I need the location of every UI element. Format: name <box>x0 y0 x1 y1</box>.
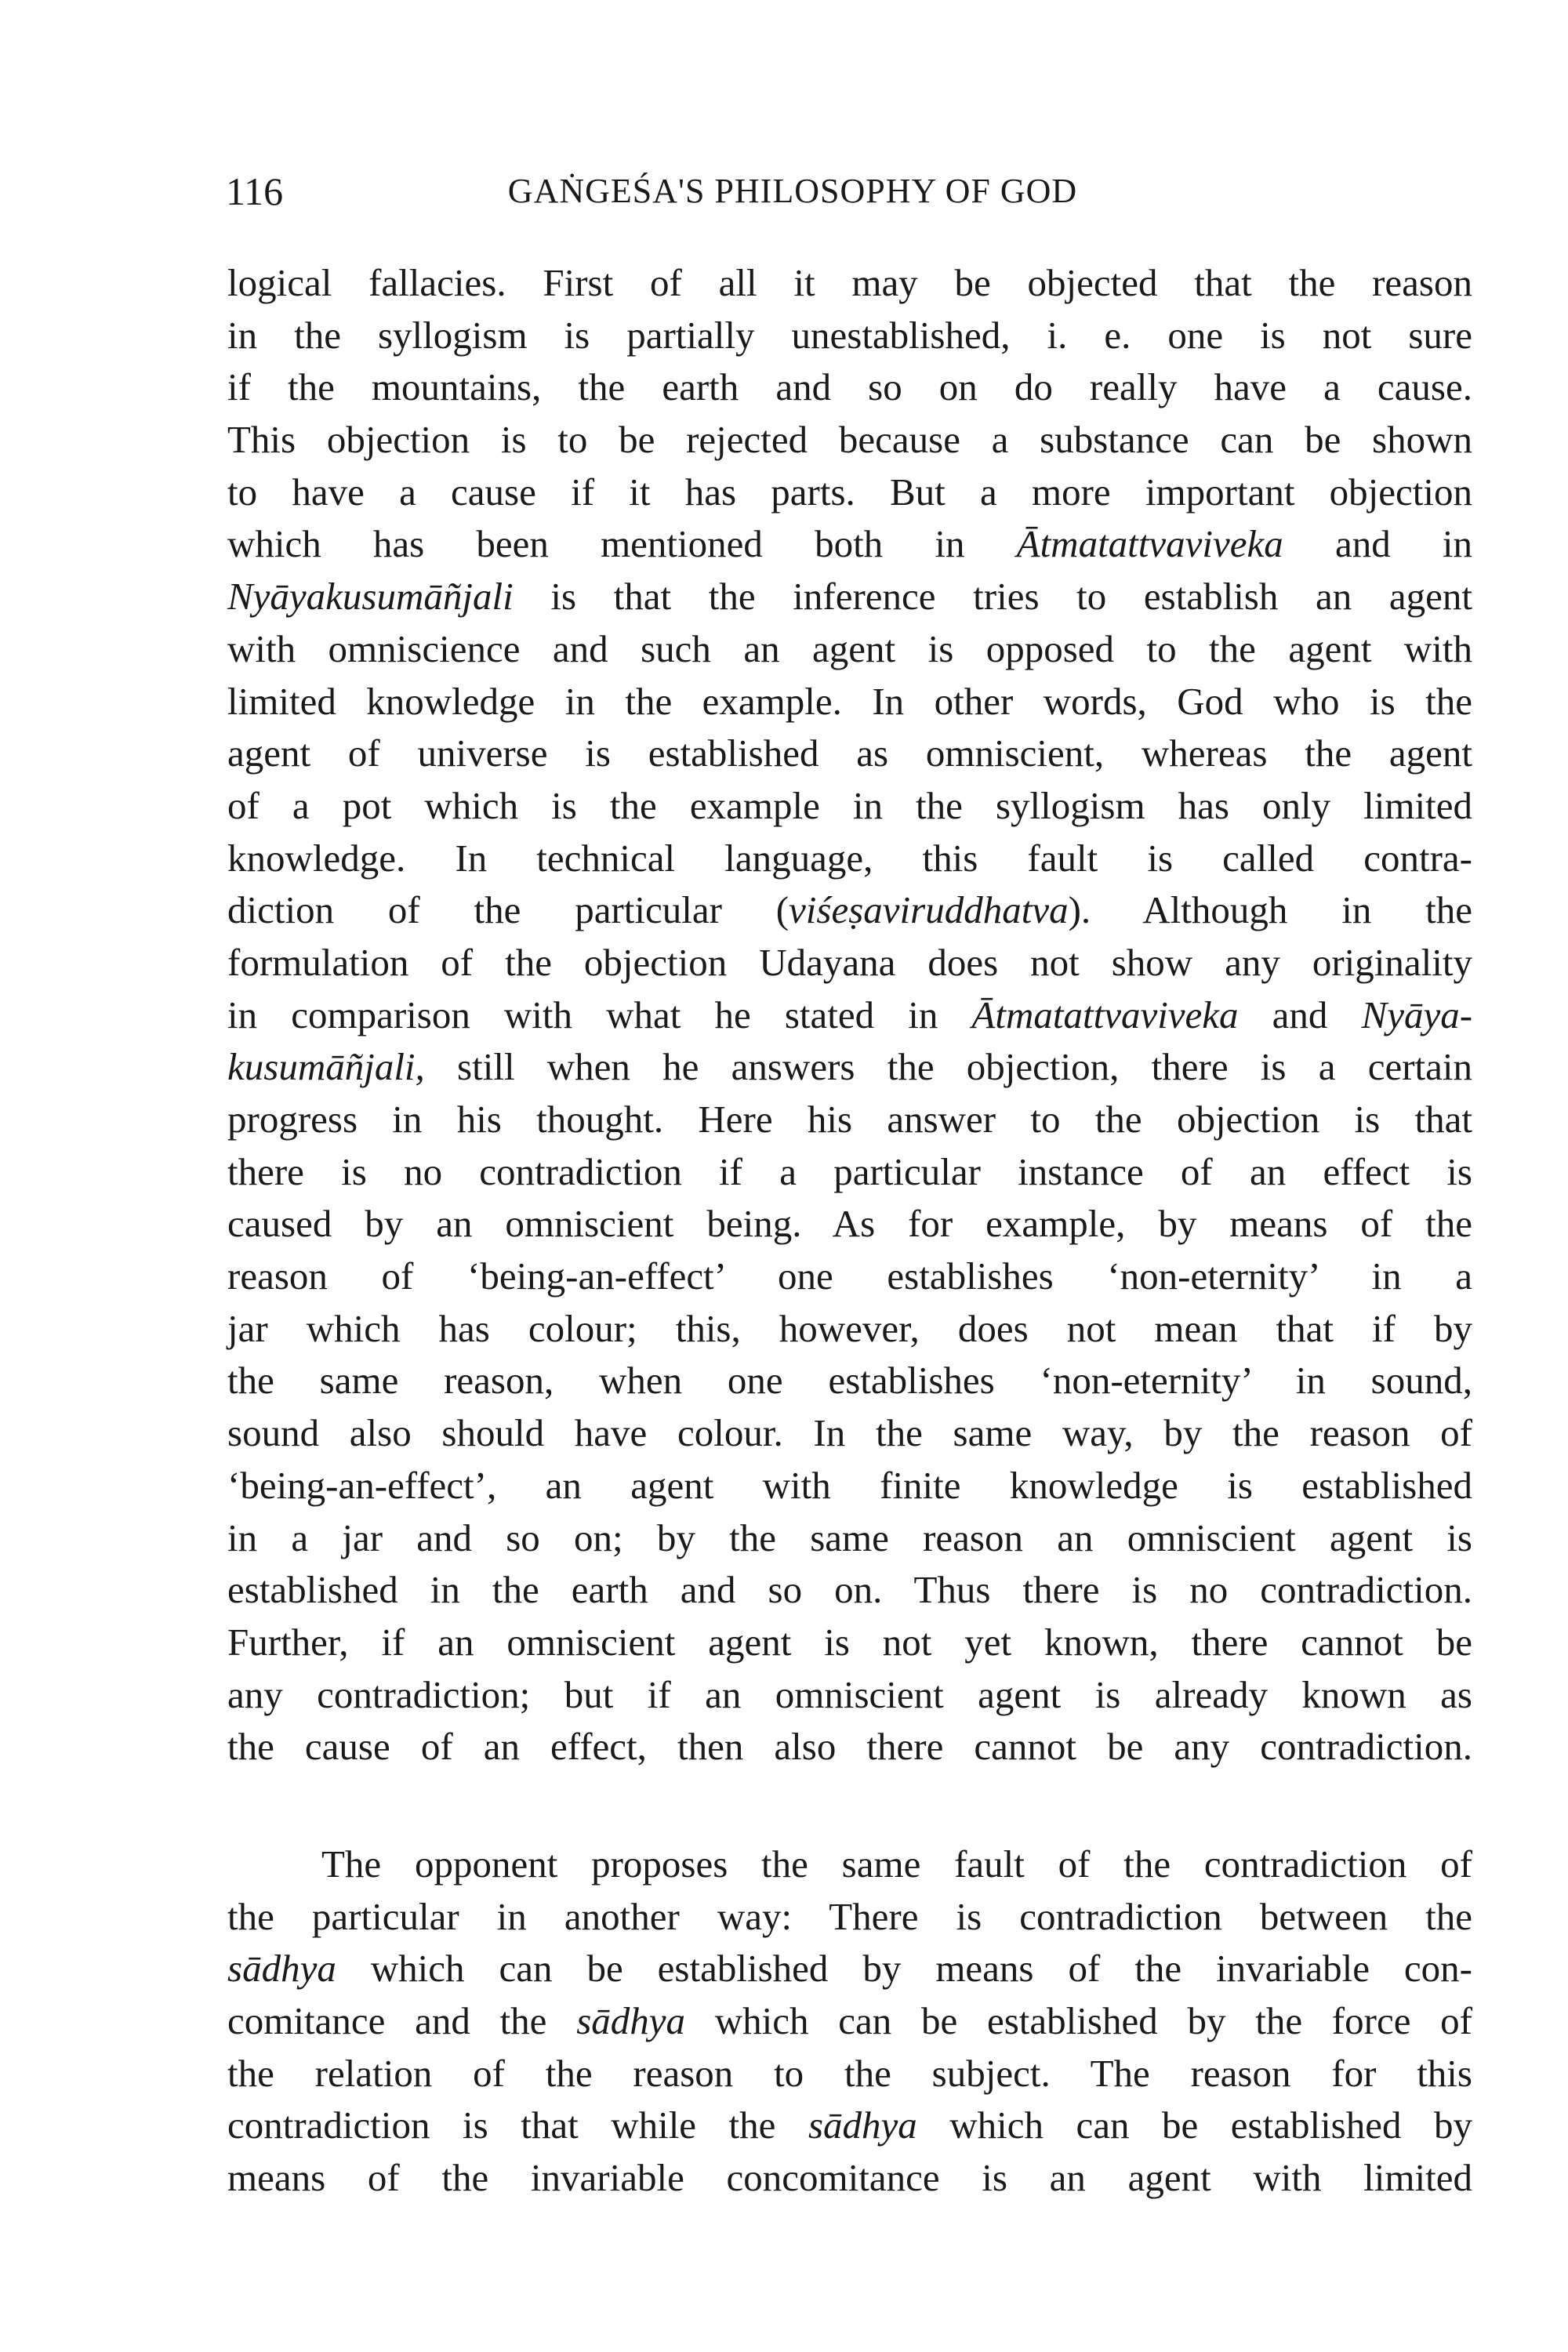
text-line <box>227 310 1472 362</box>
text-line <box>227 937 1472 989</box>
text-line <box>227 1943 1472 1995</box>
text-segment: in the syllogism is partially unestablished, i. e. one is not sure <box>227 313 1472 357</box>
italic-term: viśeṣaviruddhatva <box>789 888 1069 932</box>
page-number: 116 <box>226 169 284 213</box>
text-segment: Further, if an omniscient agent is not yet known, there cannot be <box>227 1620 1472 1664</box>
text-line <box>227 257 1472 310</box>
italic-term: sādhya <box>227 1947 336 1991</box>
text-segment: comitance and the <box>227 1999 577 2043</box>
text-segment: means of the invariable concomitance is an agent with limited <box>227 2156 1472 2200</box>
text-segment: progress in his thought. Here his answer to the objection is that <box>227 1098 1472 1141</box>
text-line <box>227 780 1472 833</box>
text-line <box>227 1303 1472 1356</box>
text-segment: if the mountains, the earth and so on do really have a cause. <box>227 365 1472 409</box>
text-segment: still when he answers the objection, there is a certain <box>424 1045 1472 1089</box>
text-line <box>227 989 1472 1042</box>
italic-term: Nyāya- <box>1361 993 1473 1036</box>
text-segment: knowledge. In technical language, this fault is called contra- <box>227 836 1472 880</box>
text-line <box>227 833 1472 885</box>
italic-term: Ātmatattvaviveka <box>971 993 1239 1036</box>
text-segment: in a jar and so on; by the same reason an omniscient agent is <box>227 1515 1472 1559</box>
text-segment: which can be established by the force of <box>685 1999 1473 2043</box>
text-line <box>227 414 1472 466</box>
italic-term: Nyāyakusumāñjali <box>227 575 514 619</box>
text-line <box>227 361 1472 414</box>
text-segment: diction of the particular ( <box>227 888 789 932</box>
text-segment: and in <box>1283 522 1472 566</box>
italic-term: sādhya <box>576 1999 686 2043</box>
text-segment: caused by an omniscient being. As for example, by means of the <box>227 1202 1472 1246</box>
text-line <box>227 1564 1472 1617</box>
text-segment: reason of ‘being-an-effect’ one establishes ‘non-eternity’ in a <box>227 1254 1472 1298</box>
text-segment: formulation of the objection Udayana does not show any originality <box>227 940 1472 984</box>
text-segment: the same reason, when one establishes ‘non-eternity’ in sound, <box>227 1359 1472 1403</box>
text-segment: agent of universe is established as omniscient, whereas the agent <box>227 731 1472 775</box>
text-line <box>227 1617 1472 1669</box>
text-line <box>227 1512 1472 1565</box>
text-line <box>227 1669 1472 1722</box>
text-segment: which has been mentioned both in <box>227 522 1017 566</box>
text-line <box>227 623 1472 676</box>
text-segment: and <box>1238 993 1362 1036</box>
text-segment: This objection is to be rejected because a substance can be shown <box>227 418 1472 462</box>
italic-term: kusumāñjali, <box>227 1045 425 1089</box>
text-line <box>227 466 1472 519</box>
text-segment: jar which has colour; this, however, does not mean that if by <box>227 1306 1472 1350</box>
text-segment: with omniscience and such an agent is opposed to the agent with <box>227 626 1472 670</box>
text-segment: established in the earth and so on. Thus there is no contradiction. <box>227 1568 1472 1612</box>
text-line <box>227 1094 1472 1146</box>
text-line <box>227 2152 1472 2205</box>
text-segment: limited knowledge in the example. In other words, God who is the <box>227 679 1472 723</box>
text-line <box>227 1407 1472 1460</box>
text-segment: which can be established by means of the invariable con- <box>336 1947 1472 1991</box>
text-line <box>227 1460 1472 1512</box>
text-line <box>227 1041 1472 1094</box>
text-line <box>227 676 1472 728</box>
text-segment: to have a cause if it has parts. But a more important objection <box>227 470 1472 514</box>
text-segment: The opponent proposes the same fault of the contradiction of <box>321 1842 1472 1886</box>
text-line <box>227 571 1472 623</box>
text-segment: there is no contradiction if a particular instance of an effect is <box>227 1149 1472 1193</box>
text-segment: of a pot which is the example in the syllogism has only limited <box>227 783 1472 827</box>
text-segment: the cause of an effect, then also there cannot be any contradiction. <box>227 1725 1472 1769</box>
text-line <box>227 2048 1472 2100</box>
text-segment: in comparison with what he stated in <box>227 993 972 1036</box>
text-segment: logical fallacies. First of all it may be objected that the reason <box>227 261 1472 304</box>
text-line <box>227 518 1472 571</box>
text-segment: is that the inference tries to establish an agent <box>513 575 1472 619</box>
text-segment: ). Although in the <box>1068 888 1472 932</box>
text-line <box>227 1838 1472 1891</box>
paragraph-2 <box>227 1838 1472 2205</box>
text-line <box>227 1355 1472 1407</box>
paragraph-1 <box>227 257 1472 1773</box>
text-line <box>227 1891 1472 1944</box>
text-line <box>227 728 1472 780</box>
text-line <box>227 884 1472 937</box>
text-segment: which can be established by <box>916 2103 1473 2147</box>
text-line <box>227 2100 1472 2152</box>
italic-term: sādhya <box>808 2103 917 2147</box>
text-segment: the particular in another way: There is contradiction between the <box>227 1894 1472 1938</box>
text-segment: the relation of the reason to the subject. The reason for this <box>227 2051 1472 2095</box>
text-line <box>227 1250 1472 1303</box>
text-line <box>227 1721 1472 1773</box>
text-line <box>227 1995 1472 2048</box>
italic-term: Ātmatattvaviveka <box>1016 522 1283 566</box>
text-segment: any contradiction; but if an omniscient agent is already known as <box>227 1672 1472 1716</box>
text-line <box>227 1198 1472 1250</box>
running-title: GAṄGEŚA'S PHILOSOPHY OF GOD <box>507 172 1078 210</box>
text-line <box>227 1146 1472 1199</box>
text-segment: ‘being-an-effect’, an agent with finite knowledge is established <box>227 1463 1472 1507</box>
text-segment: contradiction is that while the <box>227 2103 808 2147</box>
text-segment: sound also should have colour. In the same way, by the reason of <box>227 1411 1472 1455</box>
